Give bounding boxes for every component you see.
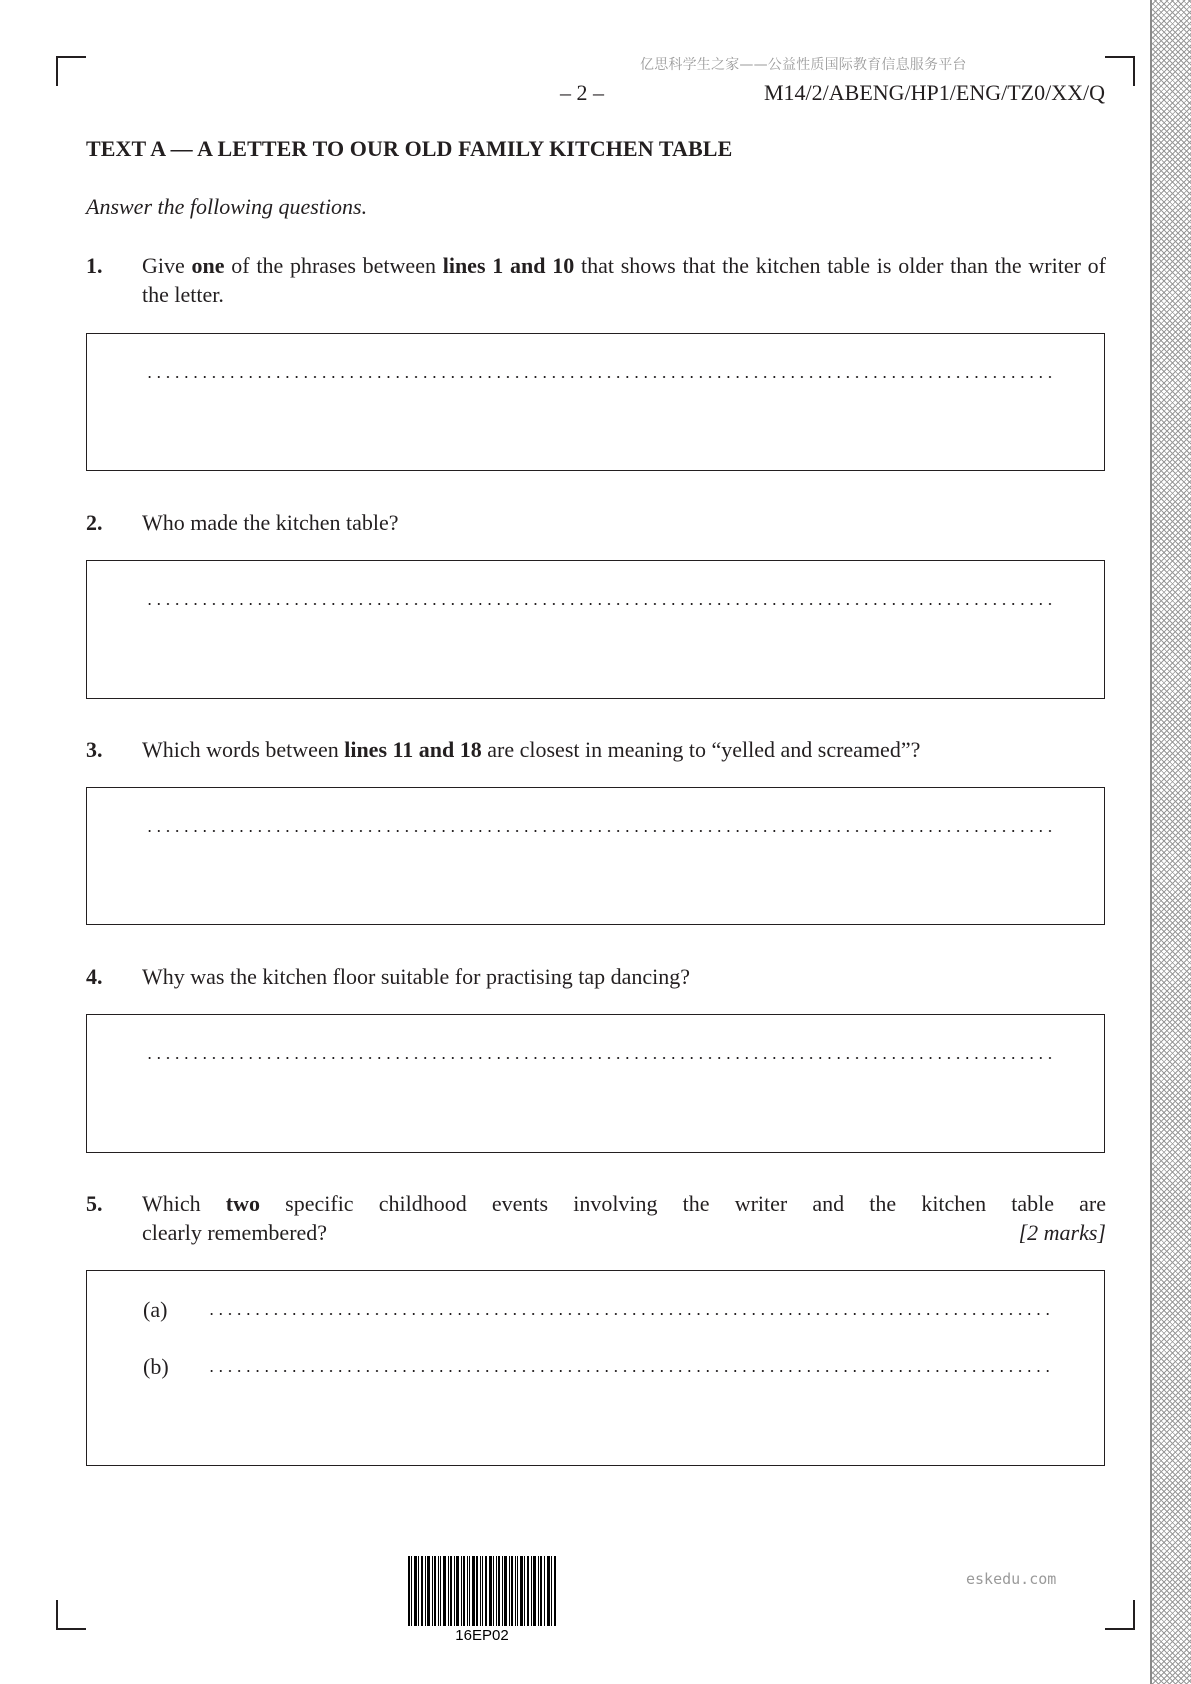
crop-mark-top-right [1105,56,1135,86]
question-number: 2. [86,510,103,535]
question-text: Why was the kitchen floor suitable for practising tap dancing? [142,964,690,989]
answer-box-2[interactable] [86,560,1105,699]
answer-dotted-line[interactable] [145,1057,1053,1059]
barcode-text: 16EP02 [455,1627,509,1644]
sub-answer-label-a: (a) [143,1297,168,1322]
question-number: 4. [86,964,103,989]
question-text: Give one of the phrases between lines 1 and 10 that shows that the kitchen table is older than the writer of the letter. [142,253,1106,307]
answer-dotted-line[interactable] [145,603,1053,605]
instruction: Answer the following questions. [86,194,368,219]
page-edge-strip [1150,0,1191,1684]
question-number: 1. [86,253,103,278]
answer-box-4[interactable] [86,1014,1105,1153]
answer-dotted-line[interactable] [145,376,1053,378]
answer-dotted-line[interactable] [145,830,1053,832]
answer-box-1[interactable] [86,333,1105,471]
paper-code: M14/2/ABENG/HP1/ENG/TZ0/XX/Q [764,80,1105,105]
barcode-icon [408,1556,556,1626]
header-watermark: 亿思科学生之家——公益性质国际教育信息服务平台 [640,57,967,73]
section-title: TEXT A — A LETTER TO OUR OLD FAMILY KITCHEN TABLE [86,136,733,161]
answer-dotted-line-b[interactable] [207,1370,1053,1372]
answer-box-5[interactable] [86,1270,1105,1466]
crop-mark-bottom-left [56,1600,86,1630]
question-text-line-1: Which two specific childhood events involving the writer and the kitchen table are [142,1191,1106,1216]
answer-box-3[interactable] [86,787,1105,925]
marks-label: [2 marks] [1018,1220,1106,1245]
page-number: – 2 – [560,80,604,105]
question-number: 5. [86,1191,103,1216]
crop-mark-top-left [56,56,86,86]
question-text-line-2: clearly remembered? [142,1220,328,1245]
site-watermark: eskedu.com [966,1570,1057,1588]
question-text: Who made the kitchen table? [142,510,399,535]
sub-answer-label-b: (b) [143,1354,169,1379]
answer-dotted-line-a[interactable] [207,1313,1053,1315]
question-number: 3. [86,737,103,762]
question-text: Which words between lines 11 and 18 are closest in meaning to “yelled and screamed”? [142,737,921,762]
question-5 [86,1189,1106,1249]
crop-mark-bottom-right [1105,1600,1135,1630]
